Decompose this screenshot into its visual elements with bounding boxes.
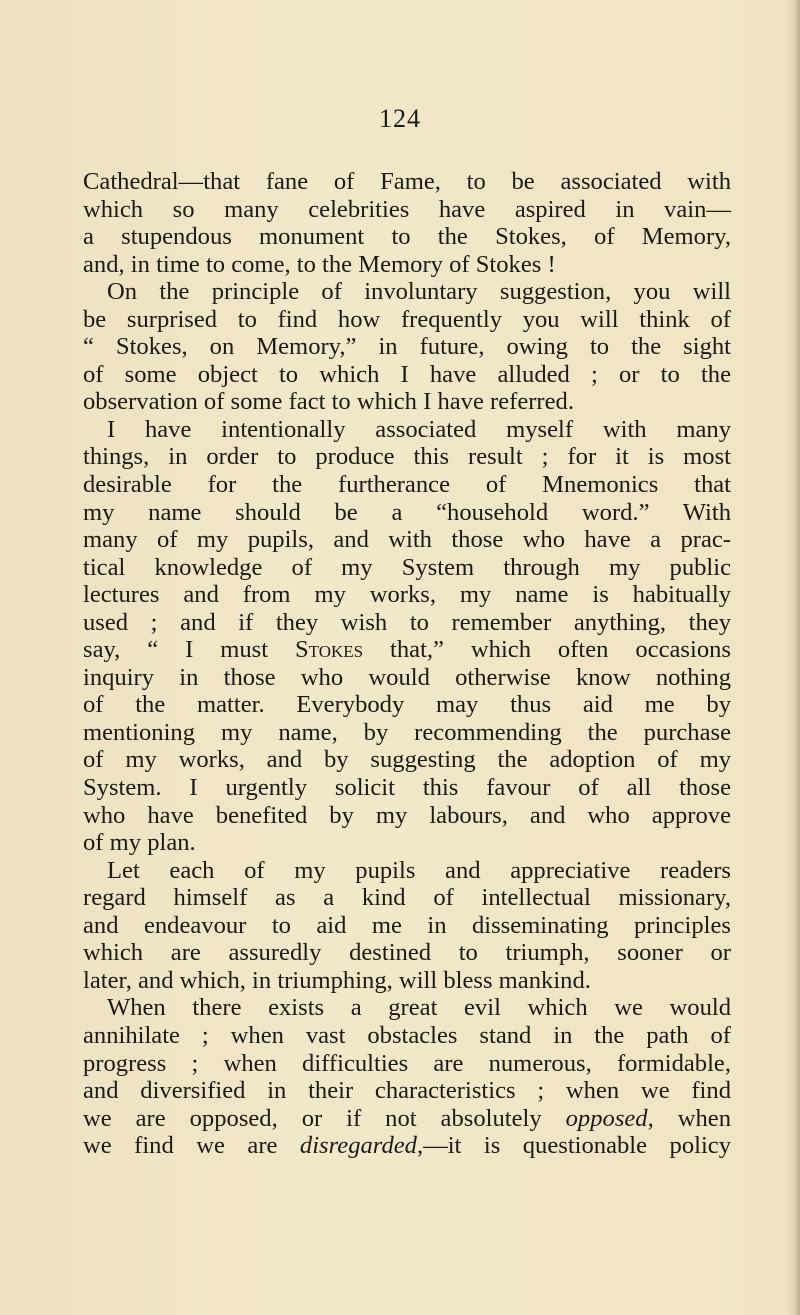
text-segment: that,” which often occasions — [363, 636, 731, 664]
text-line: my name should be a “household word.” With — [83, 498, 731, 526]
text-line: and, in time to come, to the Memory of Stokes ! — [83, 250, 556, 278]
text-line: a stupendous monument to the Stokes, of Memory, — [83, 223, 731, 251]
text-line: “ Stokes, on Memory,” in future, owing to the sight — [83, 333, 731, 361]
text-line: later, and which, in triumphing, will bless mankind. — [83, 966, 591, 994]
text-line: and endeavour to aid me in disseminating principles — [83, 911, 731, 939]
text-line: On the principle of involuntary suggestion, you will — [107, 278, 731, 306]
text-line: who have benefited by my labours, and who approve — [83, 801, 731, 829]
text-line: of my works, and by suggesting the adoption of my — [83, 746, 731, 774]
text-line: I have intentionally associated myself with many — [107, 415, 731, 443]
text-line: System. I urgently solicit this favour of all those — [83, 774, 731, 802]
text-line: lectures and from my works, my name is habitually — [83, 581, 731, 609]
text-line: of the matter. Everybody may thus aid me by — [83, 691, 731, 719]
text-line: mentioning my name, by recommending the purchase — [83, 718, 731, 746]
text-line: Cathedral—that fane of Fame, to be associated with — [83, 168, 731, 195]
text-line: progress ; when difficulties are numerous, formidable, — [83, 1049, 731, 1077]
text-line: things, in order to produce this result ; for it is most — [83, 443, 731, 471]
text-line: Let each of my pupils and appreciative readers — [107, 856, 731, 884]
text-line: inquiry in those who would otherwise know nothing — [83, 663, 731, 691]
text-line: of my plan. — [83, 829, 196, 857]
text-line — [83, 1132, 731, 1160]
text-line: tical knowledge of my System through my public — [83, 553, 731, 581]
body-text — [83, 168, 731, 1160]
text-line: of some object to which I have alluded ; or to the — [83, 360, 731, 388]
text-segment: , when — [647, 1104, 731, 1132]
text-line: desirable for the furtherance of Mnemonics that — [83, 471, 731, 499]
page-edge-shadow — [786, 0, 800, 1315]
text-line — [83, 636, 731, 664]
text-line: annihilate ; when vast obstacles stand in the path of — [83, 1021, 731, 1049]
text-segment: ,—it is questionable policy — [416, 1132, 731, 1160]
text-line: many of my pupils, and with those who have a prac- — [83, 526, 731, 554]
page-number: 124 — [379, 104, 421, 133]
text-line: which so many celebrities have aspired in vain— — [83, 195, 731, 223]
text-line: observation of some fact to which I have referred. — [83, 388, 574, 416]
text-line: used ; and if they wish to remember anything, they — [83, 608, 731, 636]
text-line: which are assuredly destined to triumph, sooner or — [83, 939, 731, 967]
text-line: regard himself as a kind of intellectual missionary, — [83, 884, 731, 912]
text-line: and diversified in their characteristics ; when we find — [83, 1077, 731, 1105]
italic-emphasis: opposed — [565, 1104, 648, 1132]
small-caps-name: Stokes — [294, 636, 364, 664]
text-segment: we find we are — [83, 1132, 300, 1160]
text-segment: say, “ I must — [83, 636, 295, 664]
text-line: be surprised to find how frequently you will think of — [83, 305, 731, 333]
text-line — [83, 1105, 731, 1133]
italic-emphasis: disregarded — [299, 1132, 417, 1160]
text-line: When there exists a great evil which we would — [107, 994, 731, 1022]
text-segment: we are opposed, or if not absolutely — [83, 1104, 566, 1132]
